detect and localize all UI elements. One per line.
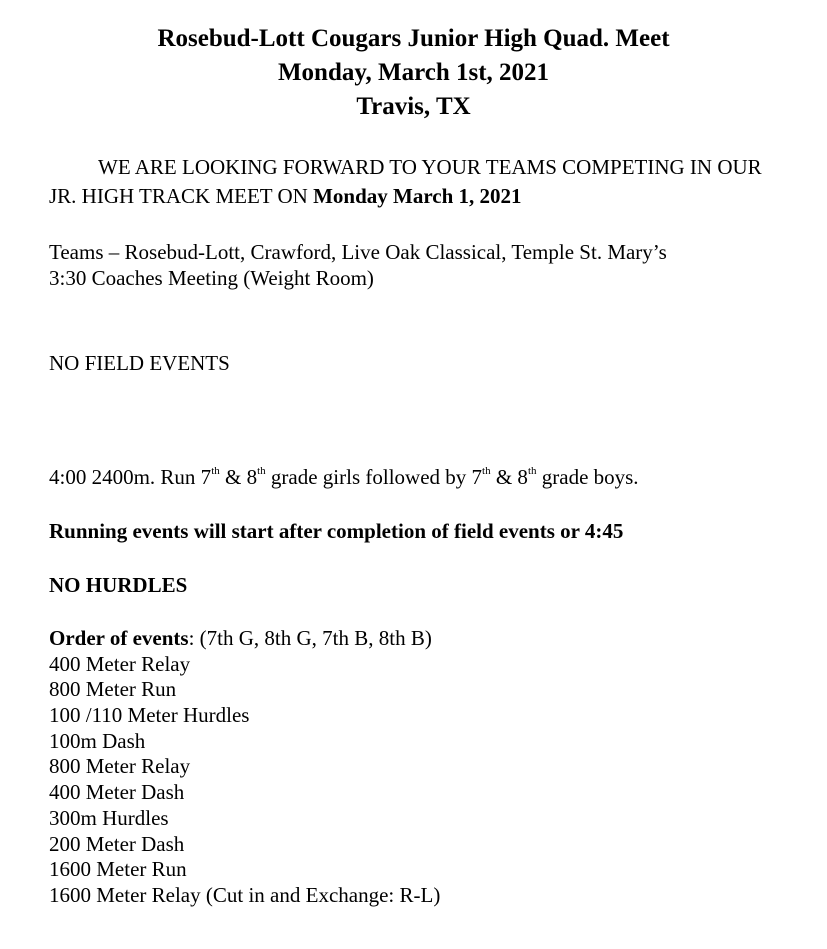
event-item: 400 Meter Relay xyxy=(49,651,191,676)
run-2400-text-2: & 8 xyxy=(219,465,258,489)
event-item: 300m Hurdles xyxy=(49,805,169,830)
intro-text: WE ARE LOOKING FORWARD TO YOUR TEAMS COMPETING IN OUR JR. HIGH TRACK MEET ON xyxy=(49,155,762,208)
run-2400-text-3: grade girls followed by 7 xyxy=(265,465,483,489)
event-item: 1600 Meter Run xyxy=(49,857,187,882)
title-line-3: Travis, TX xyxy=(356,93,471,120)
run-2400-line xyxy=(49,463,639,491)
no-field-events: NO FIELD EVENTS xyxy=(49,351,230,375)
document-title xyxy=(0,22,827,124)
teams-block xyxy=(49,239,779,291)
teams-line: Teams – Rosebud-Lott, Crawford, Live Oak Classical, Temple St. Mary’s xyxy=(49,240,667,264)
event-item: 800 Meter Relay xyxy=(49,754,191,779)
meet-date-bold: Monday March 1, 2021 xyxy=(313,183,522,208)
title-line-1: Rosebud-Lott Cougars Junior High Quad. Meet xyxy=(157,25,670,52)
run-2400-text-5: grade boys. xyxy=(536,465,639,489)
order-of-events xyxy=(49,626,440,909)
event-item: 200 Meter Dash xyxy=(49,831,185,856)
ordinal-sup-3: th xyxy=(482,465,491,477)
event-item: 100m Dash xyxy=(49,728,146,753)
intro-paragraph xyxy=(49,153,779,210)
run-2400-text-1: 4:00 2400m. Run 7 xyxy=(49,465,212,489)
event-item: 1600 Meter Relay (Cut in and Exchange: R-L) xyxy=(49,882,441,907)
ordinal-sup-2: th xyxy=(257,465,266,477)
ordinal-sup-1: th xyxy=(211,465,220,477)
run-2400-text-4: & 8 xyxy=(490,465,528,489)
order-label: Order of events xyxy=(49,626,189,650)
coaches-meeting-line: 3:30 Coaches Meeting (Weight Room) xyxy=(49,266,374,290)
order-heading xyxy=(49,626,440,652)
event-item: 100 /110 Meter Hurdles xyxy=(49,703,250,728)
title-line-2: Monday, March 1st, 2021 xyxy=(277,59,550,86)
event-item: 400 Meter Dash xyxy=(49,780,185,805)
no-hurdles: NO HURDLES xyxy=(49,573,188,597)
order-detail: : (7th G, 8th G, 7th B, 8th B) xyxy=(188,626,432,650)
ordinal-sup-4: th xyxy=(527,465,537,477)
running-events-note: Running events will start after completion of field events or 4:45 xyxy=(49,519,624,543)
event-item: 800 Meter Run xyxy=(49,677,177,702)
